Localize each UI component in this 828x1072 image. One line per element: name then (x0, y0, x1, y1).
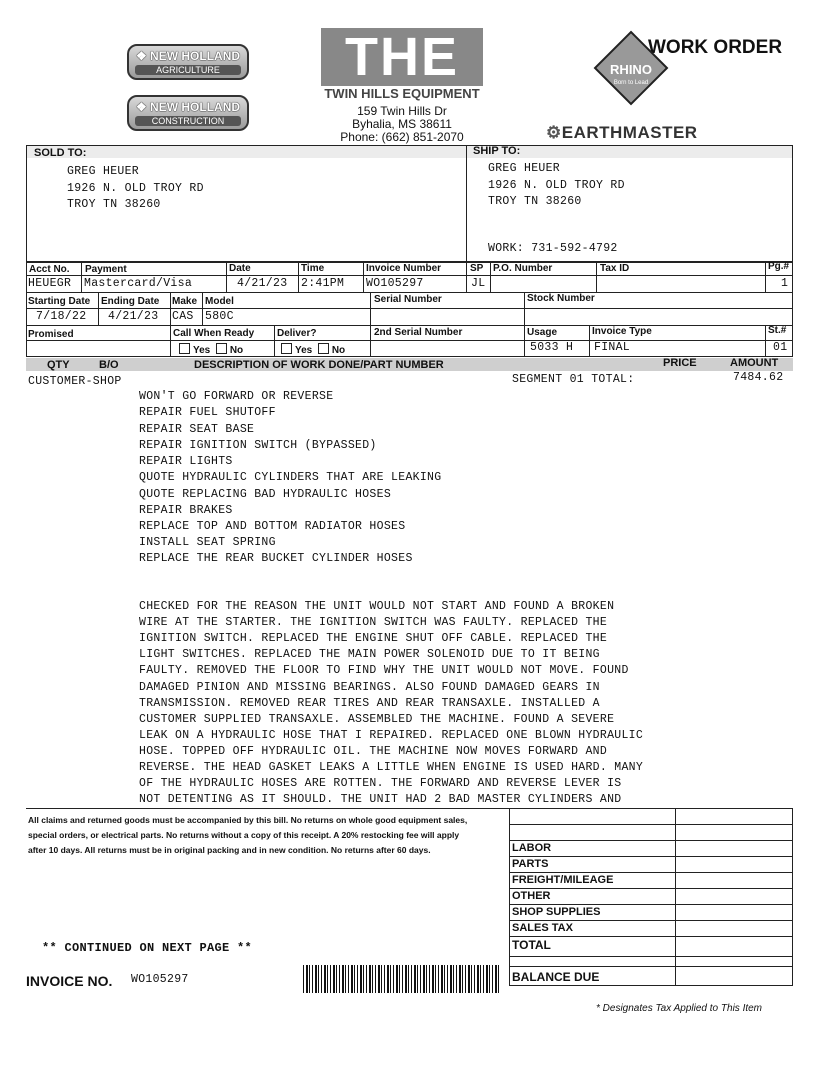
continued-notice: ** CONTINUED ON NEXT PAGE ** (42, 941, 253, 955)
work-item: REPLACE THE REAR BUCKET CYLINDER HOSES (139, 552, 413, 565)
narrative-line: CHECKED FOR THE REASON THE UNIT WOULD NOT START AND FOUND A BROKEN (139, 600, 615, 613)
company-phone: Phone: (662) 851-2070 (340, 130, 464, 144)
call-when-ready-label: Call When Ready (173, 328, 255, 339)
model-label: Model (205, 296, 234, 307)
call-when-ready-options (179, 343, 243, 356)
call-no-checkbox[interactable] (216, 343, 227, 354)
barcode (303, 965, 499, 993)
starting-date-value: 7/18/22 (36, 310, 87, 323)
narrative-line: TRANSMISSION. REMOVED REAR TIRES AND REAR TRANSAXLE. INSTALLED A (139, 697, 600, 710)
payment-label: Payment (85, 264, 127, 275)
narrative-line: IGNITION SWITCH. REPLACED THE ENGINE SHUT OFF CABLE. REPLACED THE (139, 632, 608, 645)
time-label: Time (301, 263, 325, 274)
work-item: REPAIR LIGHTS (139, 455, 233, 468)
deliver-yes-checkbox[interactable] (281, 343, 292, 354)
sp-label: SP (470, 263, 484, 274)
policy-line: All claims and returned goods must be accompanied by this bill. No returns on whole good equipment sales, (28, 815, 468, 825)
deliver-no-checkbox[interactable] (318, 343, 329, 354)
no-label: No (331, 345, 346, 356)
labor-label: LABOR (512, 842, 552, 854)
tax-note: * Designates Tax Applied to This Item (596, 1003, 763, 1014)
invoice-number-label: Invoice Number (366, 263, 442, 274)
work-item: INSTALL SEAT SPRING (139, 536, 276, 549)
rhino-text: RHINO (610, 62, 652, 77)
freight-row (509, 872, 793, 888)
policy-line: after 10 days. All returns must be in original packing and in new condition. No returns after 60 days. (28, 845, 431, 855)
po-label: P.O. Number (493, 263, 553, 274)
second-serial-label: 2nd Serial Number (374, 327, 463, 338)
parts-row (509, 856, 793, 872)
narrative-line: CUSTOMER SUPPLIED TRANSAXLE. ASSEMBLED THE MACHINE. FOUND A SEVERE (139, 713, 615, 726)
doc-title: WORK ORDER (648, 37, 783, 58)
logo-subtext: CONSTRUCTION (135, 116, 241, 126)
invoice-no-label: INVOICE NO. (26, 973, 113, 989)
starting-date-label: Starting Date (28, 296, 91, 307)
company-address (321, 105, 483, 144)
work-item: REPLACE TOP AND BOTTOM RADIATOR HOSES (139, 520, 406, 533)
rhino-tagline: Born to Lead (613, 80, 649, 86)
call-yes-checkbox[interactable] (179, 343, 190, 354)
deliver-label: Deliver? (277, 328, 317, 339)
address-line: 159 Twin Hills Dr (357, 104, 447, 118)
narrative-line: FAULTY. REMOVED THE FLOOR TO FIND WHY THE UNIT WOULD NOT MOVE. FOUND (139, 664, 629, 677)
work-item: REPAIR IGNITION SWITCH (BYPASSED) (139, 439, 377, 452)
new-holland-construction-logo (127, 95, 249, 131)
sold-to-address (67, 164, 204, 214)
amount-header: AMOUNT (730, 357, 779, 369)
leaf-icon: ❖ (135, 49, 151, 63)
invoice-type-value: FINAL (594, 341, 631, 354)
earthmaster-logo (546, 123, 698, 143)
sales-tax-label: SALES TAX (512, 922, 573, 934)
work-item: QUOTE REPLACING BAD HYDRAULIC HOSES (139, 488, 392, 501)
invoice-type-label: Invoice Type (592, 326, 652, 337)
model-value: 580C (205, 310, 234, 323)
leaf-icon: ❖ (135, 100, 151, 114)
usage-label: Usage (527, 327, 558, 338)
yes-label: Yes (193, 345, 211, 356)
narrative-line: WIRE AT THE STARTER. THE IGNITION SWITCH WAS FAULTY. REPLACED THE (139, 616, 608, 629)
price-header: PRICE (663, 357, 697, 369)
return-policy (28, 813, 467, 858)
company-logo: THE (321, 28, 483, 86)
make-label: Make (172, 296, 198, 307)
tax-id-label: Tax ID (600, 263, 630, 274)
address-line: Byhalia, MS 38611 (352, 117, 452, 131)
shop-supplies-label: SHOP SUPPLIES (512, 906, 601, 918)
work-item: REPAIR BRAKES (139, 504, 233, 517)
make-value: CAS (172, 310, 194, 323)
deliver-options (281, 343, 345, 356)
customer-name: GREG HEUER (67, 165, 140, 178)
bo-header: B/O (99, 359, 119, 371)
acct-label: Acct No. (29, 264, 70, 275)
ship-name: GREG HEUER (488, 162, 561, 175)
company-name: TWIN HILLS EQUIPMENT (324, 86, 480, 101)
ending-date-label: Ending Date (101, 296, 160, 307)
stock-number-label: Stock Number (527, 293, 595, 304)
logo-subtext: AGRICULTURE (135, 65, 241, 75)
customer-street: 1926 N. OLD TROY RD (67, 181, 204, 195)
address-header-bg (27, 146, 792, 158)
ship-to-address (488, 161, 625, 211)
narrative-line: NOT DETENTING AS IT SHOULD. THE UNIT HAD 2 BAD MASTER CYLINDERS AND (139, 793, 622, 806)
logo-text: NEW HOLLAND (150, 100, 241, 114)
acct-value: HEUEGR (28, 277, 72, 290)
page-value: 1 (781, 277, 789, 290)
sold-to-label: SOLD TO: (34, 147, 87, 159)
work-item: WON'T GO FORWARD OR REVERSE (139, 390, 334, 403)
narrative-line: LIGHT SWITCHES. REPLACED THE MAIN POWER SOLENOID DUE TO IT BEING (139, 648, 600, 661)
total-label: TOTAL (512, 938, 551, 952)
invoice-number-value: WO105297 (366, 277, 424, 290)
balance-due-label: BALANCE DUE (512, 970, 600, 984)
narrative-line: REVERSE. THE HEAD GASKET LEAKS A LITTLE WHEN ENGINE IS USED HARD. MANY (139, 761, 644, 774)
other-row (509, 888, 793, 904)
labor-row (509, 840, 793, 856)
time-value: 2:41PM (301, 277, 345, 290)
promised-label: Promised (28, 329, 74, 340)
narrative-line: LEAK ON A HYDRAULIC HOSE THAT I REPAIRED. REPLACED ONE BLOWN HYDRAULIC (139, 729, 644, 742)
sp-value: JL (471, 277, 486, 290)
segment-label: SEGMENT 01 TOTAL: (512, 373, 635, 386)
work-phone: WORK: 731-592-4792 (488, 242, 618, 255)
page-label: Pg.# (768, 261, 790, 272)
new-holland-agriculture-logo (127, 44, 249, 80)
ship-street: 1926 N. OLD TROY RD (488, 178, 625, 192)
work-item: REPAIR FUEL SHUTOFF (139, 406, 276, 419)
ship-to-label: SHIP TO: (473, 145, 521, 157)
store-number-label: St.# (768, 325, 787, 336)
invoice-no-value: WO105297 (131, 973, 189, 986)
customer-city: TROY TN 38260 (67, 198, 161, 211)
logo-text: NEW HOLLAND (150, 49, 241, 63)
total-row (509, 936, 793, 956)
ending-date-value: 4/21/23 (108, 310, 159, 323)
segment-total: 7484.62 (733, 371, 784, 384)
shop-supplies-row (509, 904, 793, 920)
work-item: QUOTE HYDRAULIC CYLINDERS THAT ARE LEAKING (139, 471, 442, 484)
gear-icon: ⚙ (546, 123, 562, 142)
no-label: No (229, 345, 244, 356)
narrative-line: DAMAGED PINION AND MISSING BEARINGS. ALSO FOUND DAMAGED GEARS IN (139, 681, 600, 694)
ship-city: TROY TN 38260 (488, 195, 582, 208)
serial-number-label: Serial Number (374, 294, 442, 305)
policy-line: special orders, or electrical parts. No returns without a copy of this receipt. A 20% restocking fee will apply (28, 830, 460, 840)
usage-value: 5033 H (530, 341, 574, 354)
rhino-logo (593, 30, 669, 106)
parts-label: PARTS (512, 858, 549, 870)
other-label: OTHER (512, 890, 551, 902)
category-label: CUSTOMER-SHOP (28, 375, 122, 388)
qty-header: QTY (47, 359, 70, 371)
earthmaster-text: EARTHMASTER (561, 123, 698, 142)
date-label: Date (229, 263, 251, 274)
date-value: 4/21/23 (237, 277, 288, 290)
freight-label: FREIGHT/MILEAGE (512, 874, 614, 886)
narrative-line: HOSE. TOPPED OFF HYDRAULIC OIL. THE MACHINE NOW MOVES FORWARD AND (139, 745, 608, 758)
store-number-value: 01 (773, 341, 788, 354)
narrative-line: OF THE HYDRAULIC HOSES ARE ROTTEN. THE FORWARD AND REVERSE LEVER IS (139, 777, 622, 790)
sales-tax-row (509, 920, 793, 936)
yes-label: Yes (295, 345, 313, 356)
payment-value: Mastercard/Visa (84, 277, 193, 290)
work-item: REPAIR SEAT BASE (139, 423, 255, 436)
description-header: DESCRIPTION OF WORK DONE/PART NUMBER (194, 359, 444, 371)
